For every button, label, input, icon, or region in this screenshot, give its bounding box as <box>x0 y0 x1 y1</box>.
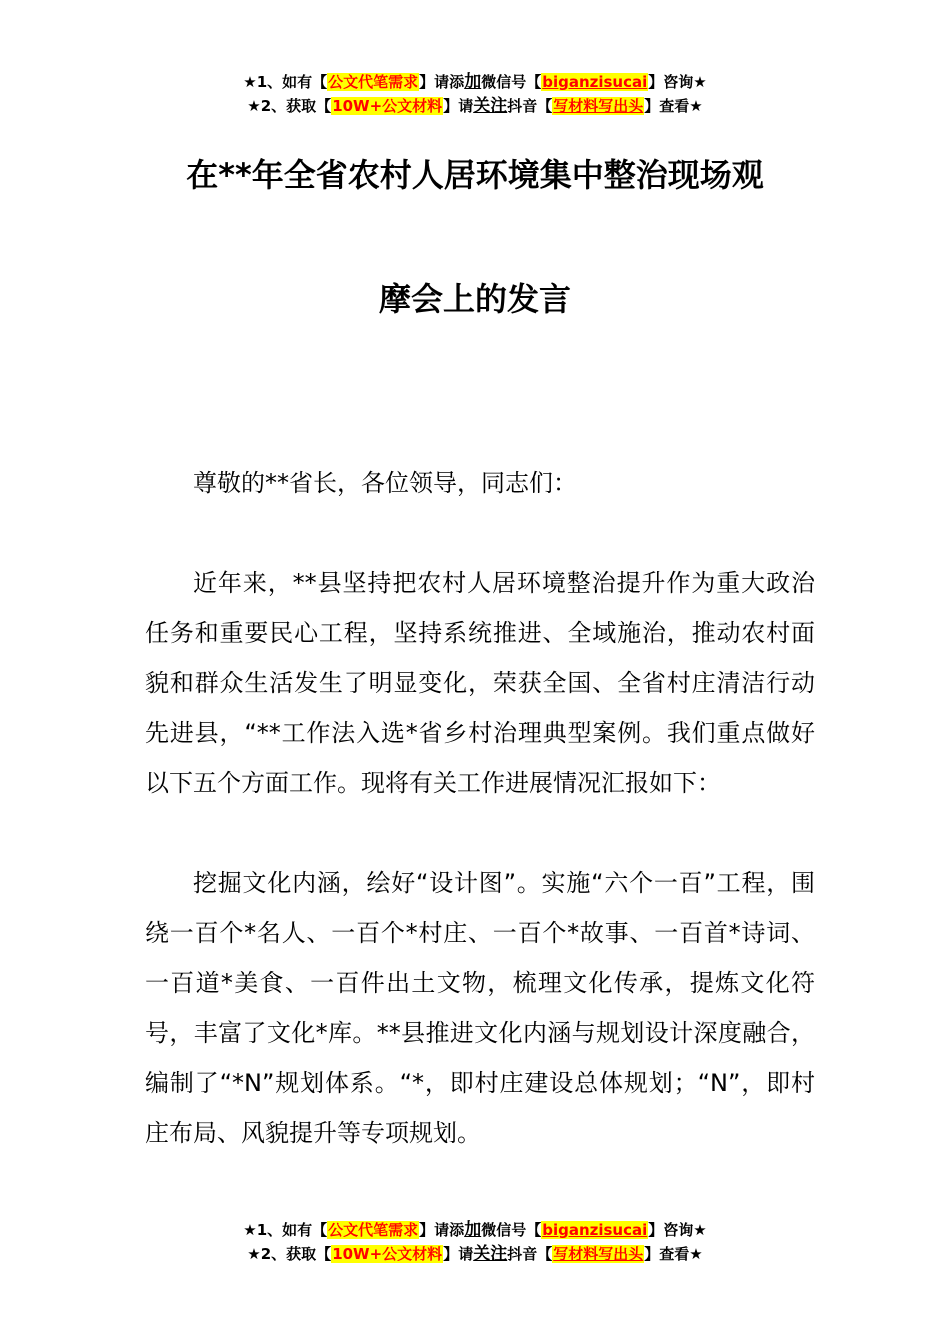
document-title-line-1: 在**年全省农村人居环境集中整治现场观 <box>186 156 764 194</box>
banner-emphasis: 加 <box>464 1220 482 1240</box>
header-banner-line-1 <box>0 70 950 94</box>
banner-text: 】请添 <box>419 73 465 91</box>
banner-text: 抖音【 <box>507 1245 553 1263</box>
banner-text: 抖音【 <box>507 97 553 115</box>
footer-banner <box>0 1218 950 1266</box>
paragraph-2: 挖掘文化内涵，绘好“设计图”。实施“六个一百”工程，围绕一百个*名人、一百个*村庄、一百个*故事、一百首*诗词、一百道*美食、一百件出土文物，梳理文化传承，提炼文化符号，丰富了文化*库。**县推进文化内涵与规划设计深度融合，编制了“*N”规划体系。“*，即村庄建设总体规划；“N”，即村庄布局、风貌提升等专项规划。 <box>145 869 815 1147</box>
footer-banner-line-2 <box>0 1242 950 1266</box>
banner-text: ★2、获取【 <box>247 97 332 115</box>
header-banner-line-2 <box>0 94 950 118</box>
banner-highlight-wechat: biganzisucai <box>542 1221 648 1239</box>
header-banner <box>0 70 950 118</box>
paragraph-1: 近年来，**县坚持把农村人居环境整治提升作为重大政治任务和重要民心工程，坚持系统推进、全域施治，推动农村面貌和群众生活发生了明显变化，荣获全国、全省村庄清洁行动先进县，“**工作法入选*省乡村治理典型案例。我们重点做好以下五个方面工作。现将有关工作进展情况汇报如下： <box>145 569 815 797</box>
banner-highlight-wechat: biganzisucai <box>542 73 648 91</box>
banner-highlight: 10W+公文材料 <box>332 97 443 115</box>
salutation: 尊敬的**省长，各位领导，同志们： <box>193 469 577 497</box>
banner-highlight: 公文代笔需求 <box>328 1221 419 1239</box>
banner-emphasis: 关注 <box>473 1244 508 1264</box>
banner-text: 】请添 <box>419 1221 465 1239</box>
banner-highlight: 10W+公文材料 <box>332 1245 443 1263</box>
banner-text: ★1、如有【 <box>243 73 328 91</box>
banner-text: 】咨询★ <box>648 1221 707 1239</box>
footer-banner-line-1 <box>0 1218 950 1242</box>
banner-emphasis: 关注 <box>473 96 508 116</box>
banner-text: 微信号【 <box>481 1221 542 1239</box>
banner-text: 】查看★ <box>644 97 703 115</box>
banner-emphasis: 加 <box>464 72 482 92</box>
banner-text: 微信号【 <box>481 73 542 91</box>
banner-highlight: 公文代笔需求 <box>328 73 419 91</box>
banner-text: 】请 <box>443 1245 474 1263</box>
banner-text: ★2、获取【 <box>247 1245 332 1263</box>
document-title-line-2: 摩会上的发言 <box>378 280 571 318</box>
document-body <box>145 458 815 1158</box>
banner-highlight-douyin: 写材料写出头 <box>553 97 644 115</box>
banner-highlight-douyin: 写材料写出头 <box>553 1245 644 1263</box>
banner-text: 】查看★ <box>644 1245 703 1263</box>
banner-text: 】咨询★ <box>648 73 707 91</box>
banner-text: 】请 <box>443 97 474 115</box>
banner-text: ★1、如有【 <box>243 1221 328 1239</box>
